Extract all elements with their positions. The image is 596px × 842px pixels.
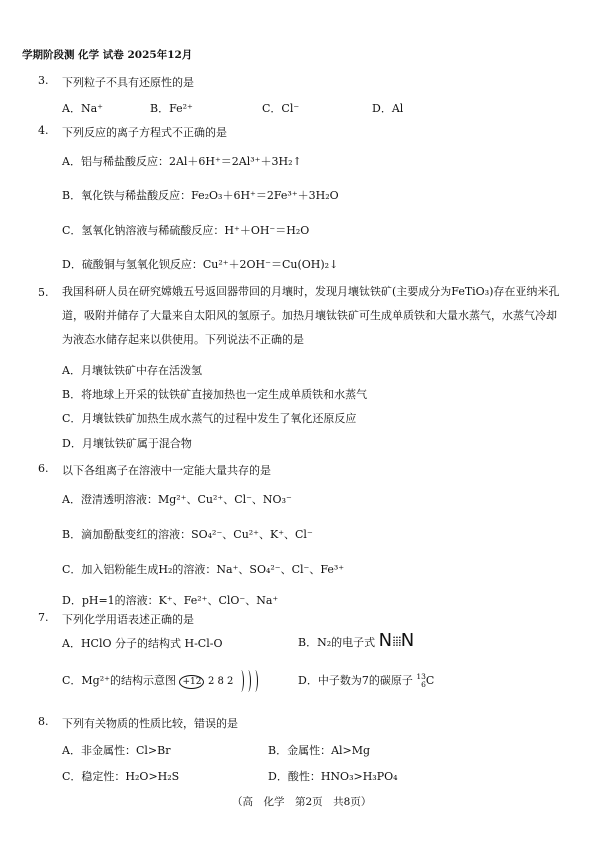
question-7-stem: 下列化学用语表述正确的是 (62, 613, 194, 626)
question-4-stem: 下列反应的离子方程式不正确的是 (62, 126, 227, 139)
question-6-stem: 以下各组离子在溶液中一定能大量共存的是 (62, 464, 271, 477)
question-4-number: 4. (38, 124, 49, 137)
question-8-number: 8. (38, 715, 49, 728)
question-3-stem: 下列粒子不具有还原性的是 (62, 76, 194, 89)
question-3-number: 3. (38, 74, 49, 87)
q5-option-d: D．月壤钛铁矿属于混合物 (62, 437, 192, 450)
q6-option-b: B．滴加酚酞变红的溶液：SO₄²⁻、Cu²⁺、K⁺、Cl⁻ (62, 528, 313, 541)
page-header: 学期阶段测 化学 试卷 2025年12月 (22, 49, 193, 61)
question-5-stem: 我国科研人员在研究嫦娥五号返回器带回的月壤时，发现月壤钛铁矿(主要成分为FeTiO₃)存在亚纳米孔道，吸附并储存了大量来自太阳风的氢原子。加热月壤钛铁矿可生成单质铁和大量水蒸气，水蒸气冷却为液态水储存起来以供使用。下列说法不正确的是 (62, 285, 560, 346)
q3-option-d: D．Al (372, 102, 404, 115)
q6-option-a: A．澄清透明溶液：Mg²⁺、Cu²⁺、Cl⁻、NO₃⁻ (62, 493, 292, 506)
q7-option-a: A．HClO 分子的结构式 H-Cl-O (62, 637, 223, 650)
nucleus-circle-icon: +12 (179, 675, 204, 689)
q4-option-a: A．铝与稀盐酸反应：2Al＋6H⁺＝2Al³⁺＋3H₂↑ (62, 155, 302, 168)
q8-option-b: B．金属性：Al>Mg (268, 744, 371, 757)
n2-shared-electrons: ⁞⁞⁞ (392, 634, 401, 650)
q7-option-d: D．中子数为7的碳原子 13 6 C (298, 672, 435, 689)
q4-option-b: B．氧化铁与稀盐酸反应：Fe₂O₃＋6H⁺＝2Fe³⁺＋3H₂O (62, 189, 339, 202)
shell-arc-icon (245, 670, 251, 692)
shell-arc-icon (252, 670, 258, 692)
atomic-number: 6 (421, 680, 426, 689)
q3-option-b: B．Fe²⁺ (150, 102, 193, 115)
q3-option-c: C．Cl⁻ (262, 102, 300, 115)
carbon-symbol: C (425, 674, 435, 687)
q4-option-c: C．氢氧化钠溶液与稀硫酸反应：H⁺＋OH⁻＝H₂O (62, 224, 310, 237)
shell-arc-icon (238, 670, 244, 692)
question-7-number: 7. (38, 611, 49, 624)
electron-shells: 2 8 2 (207, 676, 234, 687)
q8-option-c: C．稳定性：H₂O>H₂S (62, 770, 180, 783)
question-8-stem: 下列有关物质的性质比较，错误的是 (62, 717, 238, 730)
q4-option-d: D．硫酸铜与氢氧化钡反应：Cu²⁺＋2OH⁻＝Cu(OH)₂↓ (62, 258, 339, 271)
question-6-number: 6. (38, 462, 49, 475)
q6-option-d: D．pH=1的溶液：K⁺、Fe²⁺、ClO⁻、Na⁺ (62, 594, 279, 607)
q6-option-c: C．加入铝粉能生成H₂的溶液：Na⁺、SO₄²⁻、Cl⁻、Fe³⁺ (62, 563, 345, 576)
q8-option-d: D．酸性：HNO₃>H₃PO₄ (268, 770, 398, 783)
question-5-number: 5. (38, 286, 49, 299)
n2-right-atom: N (400, 630, 415, 651)
q8-option-a: A．非金属性：Cl>Br (62, 744, 171, 757)
q5-option-b: B．将地球上开采的钛铁矿直接加热也一定生成单质铁和水蒸气 (62, 388, 368, 401)
page-footer: （高 化学 第2页 共8页） (232, 796, 372, 808)
n2-left-atom: N (378, 630, 393, 651)
q5-option-c: C．月壤钛铁矿加热生成水蒸气的过程中发生了氧化还原反应 (62, 412, 357, 425)
q3-option-a: A．Na⁺ (62, 102, 103, 115)
mass-number: 13 (416, 672, 426, 681)
q7-option-b: B．N₂的电子式 N⁞⁞⁞N (298, 630, 415, 651)
q7-option-c: C．Mg²⁺的结构示意图 +12 2 8 2 (62, 670, 258, 692)
q5-option-a: A．月壤钛铁矿中存在活泼氢 (62, 364, 202, 377)
